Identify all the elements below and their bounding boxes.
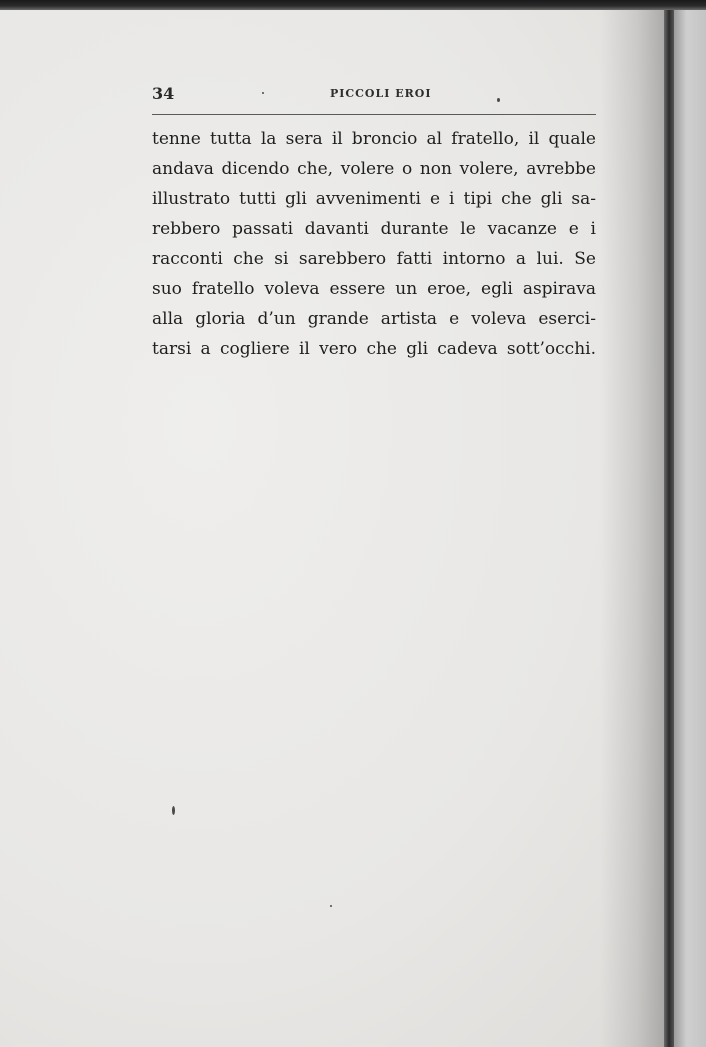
text-line: tarsi a cogliere il vero che gli cadeva sott’occhi. [152,339,596,359]
text-line: tenne tutta la sera il broncio al fratello, il quale [152,129,596,149]
page-header [152,84,596,108]
running-title: PICCOLI EROI [330,87,432,100]
gutter-shadow [600,10,668,1047]
text-line: suo fratello voleva essere un eroe, egli aspirava [152,279,596,299]
page-number: 34 [152,84,175,103]
paper-speck [330,905,332,907]
facing-page-edge [674,10,706,1047]
text-line: racconti che si sarebbero fatti intorno a lui. Se [152,249,596,269]
header-rule [152,114,596,115]
text-line: andava dicendo che, volere o non volere, avrebbe [152,159,596,179]
paper-speck [172,806,175,815]
body-text [152,124,596,364]
book-spine [664,10,674,1047]
text-line: alla gloria d’un grande artista e voleva eserci- [152,309,596,329]
text-line: illustrato tutti gli avvenimenti e i tipi che gli sa- [152,189,596,209]
paper-speck [262,92,264,94]
scan-top-edge [0,0,706,10]
paper-speck [497,98,500,102]
text-line: rebbero passati davanti durante le vacanze e i [152,219,596,239]
